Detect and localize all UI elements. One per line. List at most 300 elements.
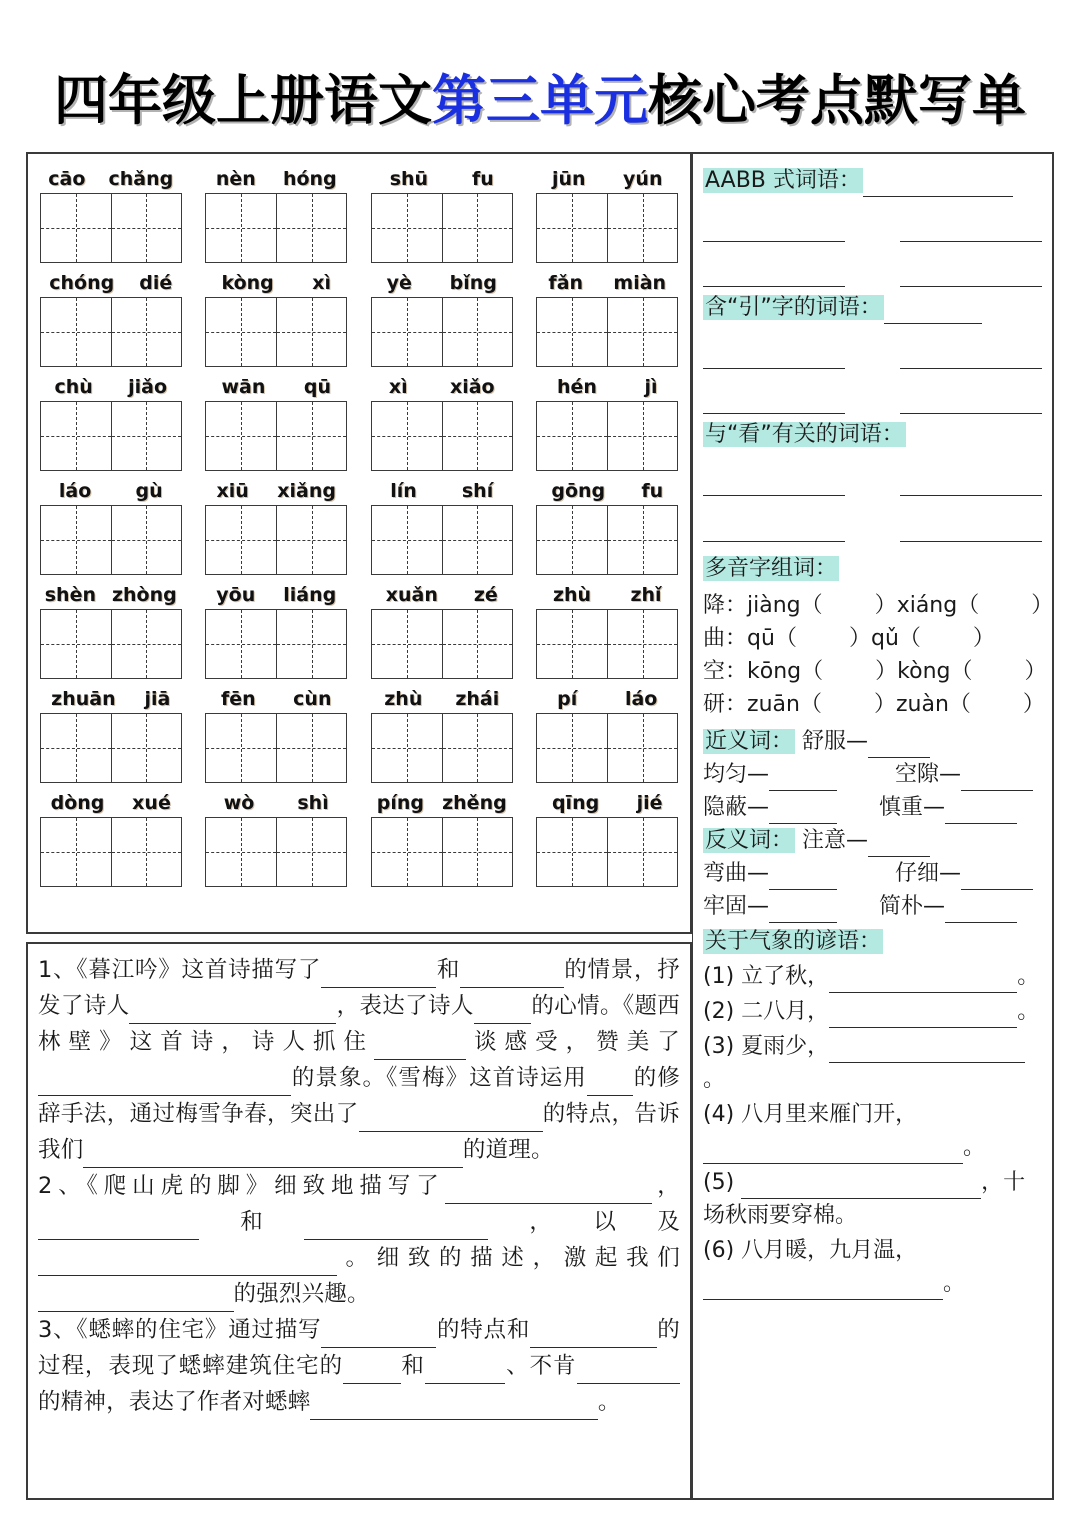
proverb-lead: 二八月， xyxy=(741,998,830,1024)
tianzige-square[interactable] xyxy=(607,402,677,470)
tianzige-square[interactable] xyxy=(111,610,181,678)
tianzige-box[interactable] xyxy=(371,297,513,367)
pinyin-syllable: gōng xyxy=(551,480,606,502)
pinyin-syllable: chù xyxy=(54,376,93,398)
tianzige-square[interactable] xyxy=(537,298,607,366)
polyphonic-pinyin-b: qǔ xyxy=(870,625,899,651)
tianzige-box[interactable] xyxy=(40,505,182,575)
polyphonic-row: 曲：qū（ ）qǔ（ ） xyxy=(703,625,995,651)
tianzige-box[interactable] xyxy=(536,193,678,263)
tianzige-square[interactable] xyxy=(41,610,111,678)
pinyin-syllable: píng xyxy=(376,792,425,814)
pinyin-syllable: wò xyxy=(223,792,255,814)
proverb-blank[interactable] xyxy=(703,1276,943,1299)
tianzige-box[interactable] xyxy=(205,193,347,263)
tianzige-square[interactable] xyxy=(607,506,677,574)
answer-blank[interactable] xyxy=(587,1072,633,1096)
proverb-blank[interactable] xyxy=(829,1004,1017,1027)
tianzige-square[interactable] xyxy=(276,610,346,678)
pinyin-word-cell xyxy=(533,272,681,367)
yin-heading: 含“引”字的词语： xyxy=(705,295,882,321)
answer-blank[interactable] xyxy=(343,1360,401,1384)
tianzige-square[interactable] xyxy=(537,714,607,782)
tianzige-square[interactable] xyxy=(537,506,607,574)
proverb-lead: 八月暖，九月温， xyxy=(741,1237,918,1263)
tianzige-box[interactable] xyxy=(536,297,678,367)
answer-blank[interactable] xyxy=(321,1324,436,1348)
tianzige-box[interactable] xyxy=(371,505,513,575)
pinyin-label xyxy=(533,168,681,190)
pinyin-grid-row xyxy=(28,480,690,575)
aabb-blank-2[interactable] xyxy=(900,219,1042,242)
left-column xyxy=(26,152,692,1500)
tianzige-square[interactable] xyxy=(41,298,111,366)
yin-blank-row-2 xyxy=(703,391,1042,414)
pinyin-label xyxy=(533,272,681,294)
pinyin-syllable: yún xyxy=(623,168,663,190)
pinyin-syllable: xuǎn xyxy=(385,584,438,606)
proverb-row xyxy=(703,1166,1042,1232)
pinyin-syllable: shū xyxy=(389,168,429,190)
tianzige-box[interactable] xyxy=(205,817,347,887)
antonym-blank-2[interactable] xyxy=(961,866,1033,889)
pinyin-syllable: gù xyxy=(135,480,163,502)
pinyin-word-cell xyxy=(533,584,681,679)
tianzige-box[interactable] xyxy=(371,193,513,263)
answer-blank[interactable] xyxy=(38,1252,337,1276)
answer-blank[interactable] xyxy=(445,1180,652,1204)
pinyin-word-cell xyxy=(37,376,185,471)
tianzige-box[interactable] xyxy=(205,297,347,367)
tianzige-square[interactable] xyxy=(607,194,677,262)
tianzige-square[interactable] xyxy=(442,818,512,886)
answer-blank[interactable] xyxy=(374,1036,466,1060)
synonym-blank-4[interactable] xyxy=(945,800,1017,823)
tianzige-square[interactable] xyxy=(442,506,512,574)
tianzige-square[interactable] xyxy=(276,818,346,886)
tianzige-box[interactable] xyxy=(205,713,347,783)
aabb-blank-4[interactable] xyxy=(900,264,1042,287)
yin-blank-row-1 xyxy=(703,346,1042,369)
tianzige-square[interactable] xyxy=(111,818,181,886)
tianzige-square[interactable] xyxy=(537,402,607,470)
tianzige-square[interactable] xyxy=(442,714,512,782)
pinyin-word-cell xyxy=(202,168,350,263)
proverb-blank[interactable] xyxy=(829,1039,1025,1062)
tianzige-square[interactable] xyxy=(442,194,512,262)
pinyin-word-cell xyxy=(37,584,185,679)
tianzige-square[interactable] xyxy=(206,298,276,366)
tianzige-square[interactable] xyxy=(41,402,111,470)
synonym-word-4: 慎重 xyxy=(879,794,924,820)
proverb-row xyxy=(703,1234,1042,1300)
pinyin-syllable: shì xyxy=(297,792,329,814)
pinyin-word-cell xyxy=(37,688,185,783)
pinyin-syllable: shèn xyxy=(44,584,96,606)
pinyin-syllable: pí xyxy=(557,688,578,710)
tianzige-square[interactable] xyxy=(442,610,512,678)
pinyin-label xyxy=(37,480,185,502)
tianzige-square[interactable] xyxy=(206,610,276,678)
pinyin-word-cell xyxy=(368,376,516,471)
question-body-3: 《蟋蟀的住宅》通过描写 的特点和 的过程，表现了蟋蟀建筑住宅的 和 、不肯的精神，表达了作者对蟋蟀 。 xyxy=(38,1317,680,1415)
answer-blank[interactable] xyxy=(38,1072,291,1096)
aabb-blank-1[interactable] xyxy=(703,219,845,242)
tianzige-square[interactable] xyxy=(537,818,607,886)
proverb-row xyxy=(703,1030,1042,1096)
pinyin-syllable: chǎng xyxy=(108,168,174,190)
pinyin-syllable: láo xyxy=(58,480,92,502)
pinyin-syllable: láo xyxy=(624,688,658,710)
synonym-word-0: 舒服 xyxy=(802,728,847,754)
yin-blank-3[interactable] xyxy=(703,391,845,414)
tianzige-square[interactable] xyxy=(111,194,181,262)
aabb-blank-row-2 xyxy=(703,264,1042,287)
tianzige-square[interactable] xyxy=(206,714,276,782)
pinyin-label xyxy=(37,272,185,294)
tianzige-square[interactable] xyxy=(276,194,346,262)
tianzige-square[interactable] xyxy=(442,298,512,366)
aabb-blank-row-1 xyxy=(703,219,1042,242)
pinyin-syllable: xiǎo xyxy=(449,376,495,398)
aabb-heading: AABB 式词语： xyxy=(705,168,861,193)
antonym-word-3: 牢固 xyxy=(703,893,748,919)
tianzige-square[interactable] xyxy=(276,402,346,470)
tianzige-square[interactable] xyxy=(206,818,276,886)
proverb-number: (2) xyxy=(703,998,735,1024)
synonym-word-3: 隐蔽 xyxy=(703,794,748,820)
antonym-blank-3[interactable] xyxy=(769,899,837,922)
proverb-blank[interactable] xyxy=(829,969,1017,992)
pinyin-word-cell xyxy=(533,480,681,575)
pinyin-word-cell xyxy=(202,584,350,679)
pinyin-syllable: jūn xyxy=(551,168,586,190)
question-list xyxy=(38,952,680,1420)
pinyin-syllable: liáng xyxy=(283,584,337,606)
yin-blank-4[interactable] xyxy=(900,391,1042,414)
tianzige-square[interactable] xyxy=(41,506,111,574)
pinyin-syllable: jiā xyxy=(144,688,171,710)
tianzige-square[interactable] xyxy=(276,714,346,782)
polyphonic-answer-b[interactable]: （ ） xyxy=(898,625,995,651)
tianzige-square[interactable] xyxy=(537,610,607,678)
polyphonic-heading: 多音字组词： xyxy=(705,555,838,581)
tianzige-square[interactable] xyxy=(276,506,346,574)
pinyin-word-cell xyxy=(37,272,185,367)
pinyin-syllable: zhěng xyxy=(442,792,507,814)
synonym-blank-2[interactable] xyxy=(961,767,1033,790)
tianzige-box[interactable] xyxy=(205,505,347,575)
answer-blank[interactable] xyxy=(38,1288,234,1312)
pinyin-syllable: fǎn xyxy=(548,272,584,294)
pinyin-word-cell xyxy=(202,688,350,783)
tianzige-box[interactable] xyxy=(40,297,182,367)
question-item-2 xyxy=(38,1168,680,1312)
tianzige-square[interactable] xyxy=(41,818,111,886)
tianzige-square[interactable] xyxy=(537,194,607,262)
answer-blank[interactable] xyxy=(321,964,436,988)
antonym-word-0: 注意 xyxy=(802,827,847,853)
tianzige-square[interactable] xyxy=(111,402,181,470)
aabb-blank-0[interactable] xyxy=(863,174,1013,197)
aabb-section xyxy=(703,164,1042,197)
pinyin-syllable: zé xyxy=(473,584,498,606)
kan-section xyxy=(703,418,1042,451)
answer-blank[interactable] xyxy=(38,1216,199,1240)
tianzige-box[interactable] xyxy=(371,609,513,679)
pinyin-word-cell xyxy=(37,168,185,263)
pinyin-label xyxy=(368,272,516,294)
tianzige-square[interactable] xyxy=(372,714,442,782)
antonym-word-2: 仔细 xyxy=(895,860,940,886)
pinyin-syllable: miàn xyxy=(613,272,667,294)
tianzige-box[interactable] xyxy=(536,817,678,887)
pinyin-label xyxy=(202,168,350,190)
pinyin-syllable: fu xyxy=(471,168,494,190)
proverb-row xyxy=(703,1098,1042,1164)
tianzige-box[interactable] xyxy=(536,505,678,575)
pinyin-syllable: qū xyxy=(303,376,331,398)
title-part-after: 核心考点默写单 xyxy=(648,69,1026,132)
aabb-blank-3[interactable] xyxy=(703,264,845,287)
answer-blank[interactable] xyxy=(425,1360,506,1384)
tianzige-box[interactable] xyxy=(371,401,513,471)
proverb-blank[interactable] xyxy=(741,1175,981,1198)
yin-blank-1[interactable] xyxy=(703,346,845,369)
answer-blank[interactable] xyxy=(310,1396,598,1420)
answer-blank[interactable] xyxy=(474,1000,532,1024)
pinyin-syllable: xiū xyxy=(216,480,249,502)
synonym-blank-1[interactable] xyxy=(769,767,837,790)
tianzige-box[interactable] xyxy=(40,609,182,679)
synonym-blank-3[interactable] xyxy=(769,800,837,823)
pinyin-syllable: zhòng xyxy=(111,584,177,606)
pinyin-syllable: kòng xyxy=(221,272,274,294)
tianzige-square[interactable] xyxy=(206,402,276,470)
polyphonic-section xyxy=(703,552,1042,585)
tianzige-square[interactable] xyxy=(206,506,276,574)
antonym-word-1: 弯曲 xyxy=(703,860,748,886)
tianzige-square[interactable] xyxy=(372,818,442,886)
tianzige-square[interactable] xyxy=(372,402,442,470)
synonym-row-2: 隐蔽— 慎重— xyxy=(703,791,1042,824)
polyphonic-row: 降：jiàng（ ）xiáng（ ） xyxy=(703,592,1054,618)
pinyin-label xyxy=(37,688,185,710)
pinyin-label xyxy=(533,376,681,398)
pinyin-grid-row xyxy=(28,584,690,679)
pinyin-label xyxy=(202,376,350,398)
pinyin-syllable: cùn xyxy=(293,688,332,710)
proverb-lead: 夏雨少， xyxy=(741,1033,830,1059)
tianzige-square[interactable] xyxy=(442,402,512,470)
pinyin-syllable: bǐng xyxy=(449,272,497,294)
right-column xyxy=(692,152,1054,1500)
synonym-word-1: 均匀 xyxy=(703,761,748,787)
question-number-3: 3、 xyxy=(38,1317,77,1343)
tianzige-square[interactable] xyxy=(372,298,442,366)
proverb-number: (3) xyxy=(703,1033,735,1059)
pinyin-syllable: shí xyxy=(461,480,494,502)
antonym-row-2: 牢固— 简朴— xyxy=(703,890,1042,923)
title-part-before: 四年级上册语文 xyxy=(54,69,432,132)
tianzige-box[interactable] xyxy=(536,713,678,783)
tianzige-square[interactable] xyxy=(206,194,276,262)
pinyin-syllable: jì xyxy=(644,376,658,398)
polyphonic-answer-b[interactable]: （ ） xyxy=(948,691,1045,717)
answer-blank[interactable] xyxy=(530,1324,657,1348)
polyphonic-row: 空：kōng（ ）kòng（ ） xyxy=(703,658,1047,684)
pinyin-word-cell xyxy=(368,480,516,575)
polyphonic-answer-a[interactable]: （ ） xyxy=(799,691,896,717)
proverb-blank[interactable] xyxy=(703,1140,963,1163)
pinyin-word-cell xyxy=(533,376,681,471)
tianzige-box[interactable] xyxy=(371,713,513,783)
tianzige-box[interactable] xyxy=(371,817,513,887)
proverb-heading: 关于气象的谚语： xyxy=(705,928,882,954)
tianzige-square[interactable] xyxy=(372,506,442,574)
title-part-accent: 第三单元 xyxy=(432,69,648,132)
pinyin-syllable: zhǐ xyxy=(630,584,662,606)
polyphonic-pinyin-a: zuān xyxy=(747,691,800,717)
proverb-number: (1) xyxy=(703,963,735,989)
polyphonic-answer-a[interactable]: （ ） xyxy=(801,658,898,684)
kan-blank-4[interactable] xyxy=(900,518,1042,541)
pinyin-syllable: xì xyxy=(388,376,408,398)
tianzige-square[interactable] xyxy=(41,194,111,262)
tianzige-box[interactable] xyxy=(205,609,347,679)
tianzige-box[interactable] xyxy=(40,817,182,887)
pinyin-label xyxy=(202,792,350,814)
polyphonic-answer-a[interactable]: （ ） xyxy=(800,592,897,618)
polyphonic-char: 空 xyxy=(703,658,726,684)
tianzige-square[interactable] xyxy=(111,506,181,574)
pinyin-word-cell xyxy=(368,792,516,887)
pinyin-label xyxy=(37,168,185,190)
pinyin-syllable: zhù xyxy=(552,584,592,606)
tianzige-square[interactable] xyxy=(372,610,442,678)
pinyin-syllable: dòng xyxy=(50,792,105,814)
yin-blank-0[interactable] xyxy=(884,301,982,324)
pinyin-label xyxy=(202,584,350,606)
proverb-row xyxy=(703,995,1042,1028)
tianzige-box[interactable] xyxy=(40,713,182,783)
proverb-number: (5) xyxy=(703,1169,735,1195)
pinyin-syllable: dié xyxy=(139,272,173,294)
pinyin-syllable: chóng xyxy=(49,272,115,294)
antonym-blank-4[interactable] xyxy=(945,899,1017,922)
tianzige-square[interactable] xyxy=(276,298,346,366)
synonym-row-1: 均匀— 空隙— xyxy=(703,758,1042,791)
tianzige-square[interactable] xyxy=(372,194,442,262)
tianzige-box[interactable] xyxy=(205,401,347,471)
pinyin-word-cell xyxy=(37,480,185,575)
pinyin-label xyxy=(533,688,681,710)
polyphonic-list xyxy=(703,589,1054,721)
pinyin-word-cell xyxy=(368,584,516,679)
tianzige-square[interactable] xyxy=(111,298,181,366)
proverb-lead: 立了秋， xyxy=(741,963,830,989)
proverb-tail: 。 xyxy=(703,1066,726,1092)
pinyin-word-cell xyxy=(202,376,350,471)
pinyin-syllable: zhái xyxy=(455,688,500,710)
tianzige-square[interactable] xyxy=(111,714,181,782)
tianzige-square[interactable] xyxy=(607,610,677,678)
antonym-heading: 反义词： xyxy=(705,827,794,853)
tianzige-square[interactable] xyxy=(607,714,677,782)
answer-blank[interactable] xyxy=(460,964,564,988)
proverb-list xyxy=(703,960,1042,1300)
pinyin-label xyxy=(368,376,516,398)
pinyin-word-cell xyxy=(37,792,185,887)
tianzige-square[interactable] xyxy=(607,818,677,886)
tianzige-square[interactable] xyxy=(41,714,111,782)
answer-blank[interactable] xyxy=(304,1216,488,1240)
antonym-first-row: 反义词： 注意— xyxy=(703,824,1042,857)
polyphonic-char: 降 xyxy=(703,592,726,618)
proverb-lead: 八月里来雁门开， xyxy=(741,1101,918,1127)
pinyin-syllable: zhù xyxy=(384,688,423,710)
yin-section xyxy=(703,291,1042,324)
polyphonic-answer-b[interactable]: （ ） xyxy=(950,658,1047,684)
polyphonic-answer-b[interactable]: （ ） xyxy=(957,592,1054,618)
pinyin-label xyxy=(202,272,350,294)
pinyin-label xyxy=(368,792,516,814)
pinyin-label xyxy=(37,792,185,814)
pinyin-word-cell xyxy=(533,792,681,887)
proverb-tail: 。 xyxy=(1017,998,1040,1024)
antonym-blank-1[interactable] xyxy=(769,866,837,889)
answer-blank[interactable] xyxy=(129,1000,336,1024)
antonym-blank-0[interactable] xyxy=(868,833,930,856)
proverb-tail: 。 xyxy=(963,1134,986,1160)
yin-blank-2[interactable] xyxy=(900,346,1042,369)
polyphonic-char: 研 xyxy=(703,691,726,717)
pinyin-label xyxy=(37,376,185,398)
pinyin-grid-row xyxy=(28,168,690,263)
pinyin-syllable: zhuān xyxy=(51,688,116,710)
pinyin-grid-box xyxy=(26,152,692,934)
pinyin-syllable: wān xyxy=(221,376,266,398)
question-body-2: 《爬山虎的脚》细致地描写了 ，和 ，以及。细致的描述，激起我们的强烈兴趣。 xyxy=(38,1173,680,1307)
kan-blank-1[interactable] xyxy=(703,473,845,496)
antonym-row-1: 弯曲— 仔细— xyxy=(703,857,1042,890)
polyphonic-answer-a[interactable]: （ ） xyxy=(774,625,871,651)
tianzige-box[interactable] xyxy=(536,401,678,471)
tianzige-box[interactable] xyxy=(40,193,182,263)
proverb-tail: 。 xyxy=(1017,963,1040,989)
synonym-word-2: 空隙 xyxy=(895,761,940,787)
kan-blank-3[interactable] xyxy=(703,518,845,541)
answer-blank[interactable] xyxy=(359,1108,543,1132)
pinyin-syllable: xiǎng xyxy=(277,480,336,502)
answer-blank[interactable] xyxy=(577,1360,681,1384)
questions-box xyxy=(26,942,692,1500)
pinyin-word-cell xyxy=(368,168,516,263)
pinyin-syllable: nèn xyxy=(215,168,256,190)
synonym-blank-0[interactable] xyxy=(868,734,930,757)
tianzige-square[interactable] xyxy=(607,298,677,366)
pinyin-word-cell xyxy=(202,272,350,367)
tianzige-box[interactable] xyxy=(40,401,182,471)
kan-blank-2[interactable] xyxy=(900,473,1042,496)
answer-blank[interactable] xyxy=(83,1144,463,1168)
page-title xyxy=(0,58,1080,135)
synonym-heading: 近义词： xyxy=(705,728,794,754)
question-item-3 xyxy=(38,1312,680,1420)
pinyin-label xyxy=(37,584,185,606)
tianzige-box[interactable] xyxy=(536,609,678,679)
pinyin-word-cell xyxy=(533,688,681,783)
